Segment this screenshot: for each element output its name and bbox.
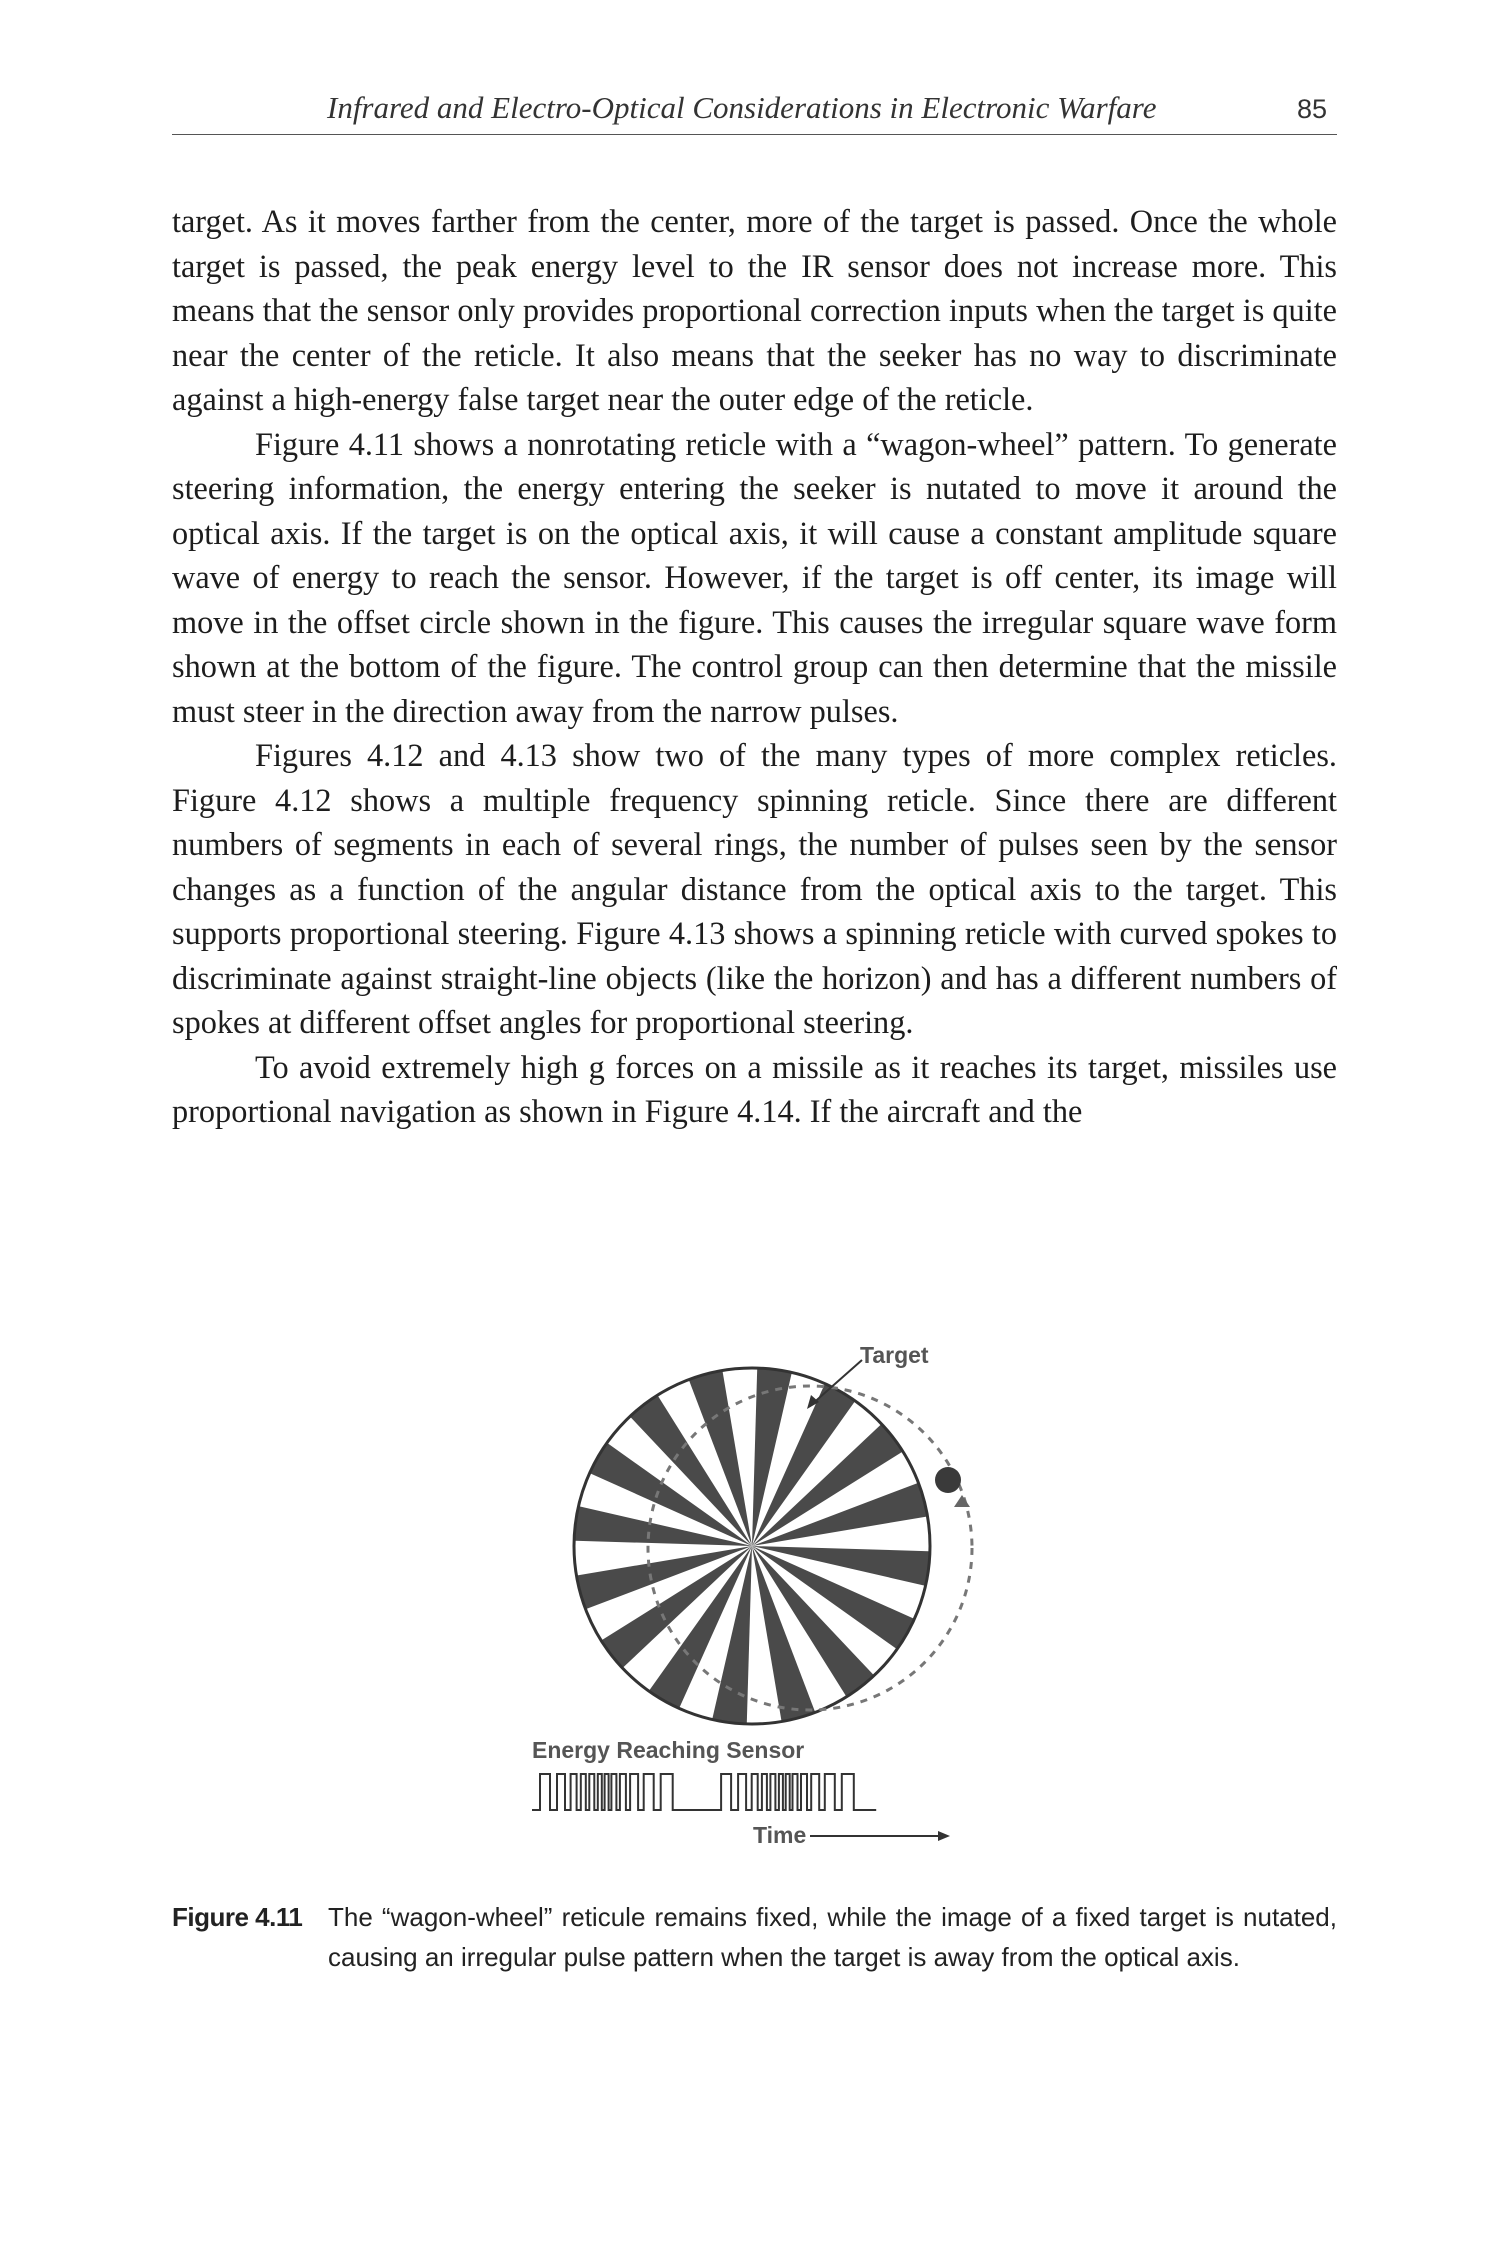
target-label: Target: [860, 1342, 929, 1368]
wagon-wheel-spokes: [575, 1369, 929, 1723]
wagon-wheel-diagram: [520, 1330, 1040, 1870]
time-arrowhead: [938, 1831, 950, 1841]
paragraph-1: target. As it moves farther from the center, more of the target is passed. Once the whole target is passed, the peak energy level to the IR sensor does not increase more. This means that the sensor only provides proportional correction inputs when the target is quite near the center of the reticle. It also means that the seeker has no way to discriminate against a high-energy false target near the outer edge of the reticle.: [172, 203, 1337, 417]
body-text: [172, 199, 1337, 1134]
pulse-waveform: [532, 1774, 876, 1810]
nutation-arrowhead: [954, 1495, 970, 1507]
energy-label: Energy Reaching Sensor: [532, 1737, 805, 1763]
time-label: Time: [753, 1822, 807, 1848]
target-dot: [935, 1467, 961, 1493]
caption-text: The “wagon-wheel” reticule remains fixed, while the image of a fixed target is nutated, causing an irregular pulse pattern when the target is away from the optical axis.: [328, 1902, 1337, 1972]
running-title: Infrared and Electro-Optical Considerations in Electronic Warfare: [327, 90, 1157, 125]
running-header: [172, 88, 1337, 135]
page-number: 85: [1296, 94, 1327, 124]
figure-caption: [172, 1897, 1337, 1977]
caption-label: Figure 4.11: [172, 1902, 303, 1932]
paragraph-3: Figures 4.12 and 4.13 show two of the many types of more complex reticles. Figure 4.12 shows a multiple frequency spinning reticle. Since there are different numbers of segments in each of several rings, the number of pulses seen by the sensor changes as a function of the angular distance from the optical axis to the target. This supports proportional steering. Figure 4.13 shows a spinning reticle with curved spokes to discriminate against straight-line objects (like the horizon) and has a different numbers of spokes at different offset angles for proportional steering.: [172, 737, 1337, 1040]
paragraph-2: Figure 4.11 shows a nonrotating reticle with a “wagon-wheel” pattern. To generate steering information, the energy entering the seeker is nutated to move it around the optical axis. If the target is on the optical axis, it will cause a constant amplitude square wave of energy to reach the sensor. However, if the target is off center, its image will move in the offset circle shown in the figure. This causes the irregular square wave form shown at the bottom of the figure. The control group can then determine that the missile must steer in the direction away from the narrow pulses.: [172, 425, 1337, 729]
figure-4-11: [520, 1330, 1040, 1870]
paragraph-4: To avoid extremely high g forces on a missile as it reaches its target, missiles use proportional navigation as shown in Figure 4.14. If the aircraft and the: [172, 1048, 1337, 1129]
